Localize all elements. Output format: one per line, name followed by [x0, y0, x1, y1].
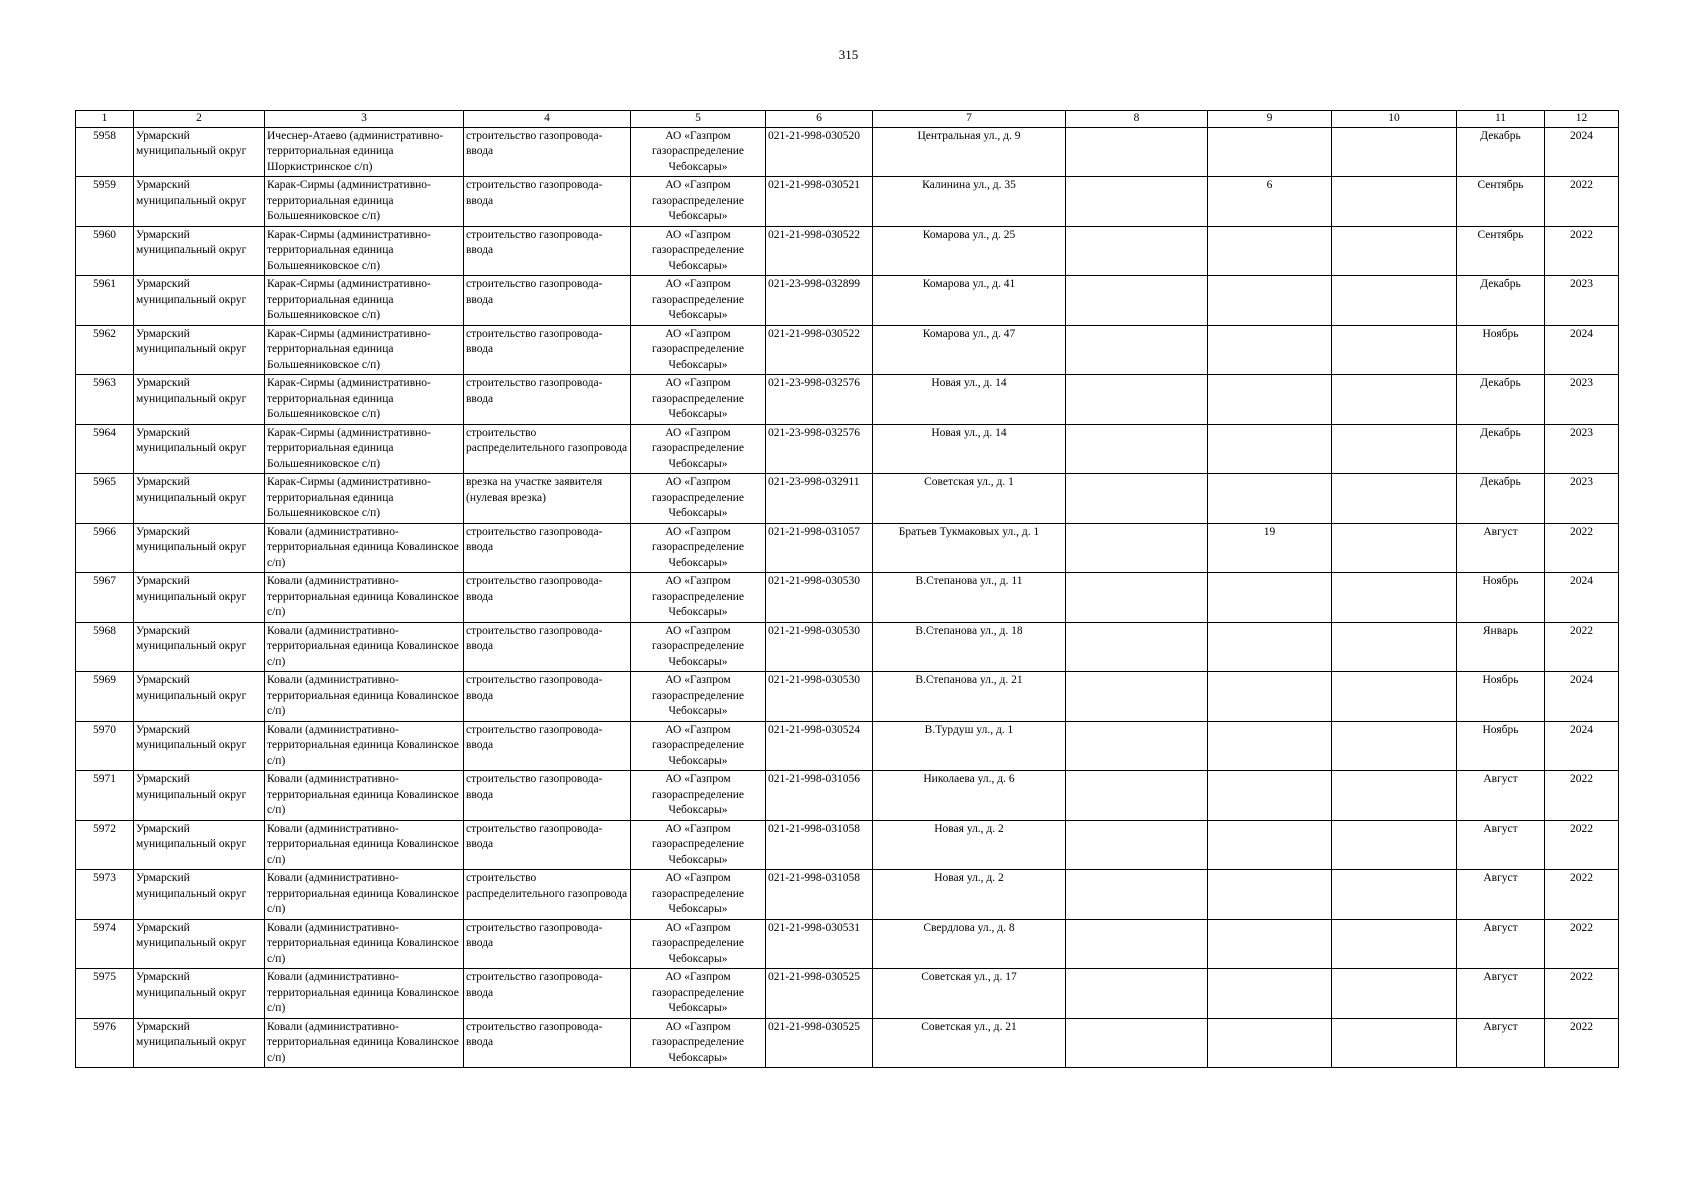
row-number-cell: 5959: [76, 177, 134, 227]
row-number-cell: 5963: [76, 375, 134, 425]
organization-cell: АО «Газпром газораспределение Чебоксары»: [631, 622, 766, 672]
address-cell: В.Степанова ул., д. 21: [873, 672, 1066, 722]
settlement-cell: Ичеснер-Атаево (административно-территориальная единица Шоркистринское с/п): [265, 127, 464, 177]
column-9-cell: [1208, 474, 1332, 524]
column-9-cell: [1208, 127, 1332, 177]
application-code-cell: 021-21-998-030522: [766, 325, 873, 375]
work-type-cell: строительство распределительного газопровода: [464, 870, 631, 920]
row-number-cell: 5967: [76, 573, 134, 623]
month-cell: Август: [1457, 1018, 1545, 1068]
column-9-cell: 19: [1208, 523, 1332, 573]
settlement-cell: Ковали (административно-территориальная единица Ковалинское с/п): [265, 771, 464, 821]
year-cell: 2023: [1545, 276, 1619, 326]
column-9-cell: [1208, 276, 1332, 326]
district-cell: Урмарский муниципальный округ: [134, 424, 265, 474]
settlement-cell: Карак-Сирмы (административно-территориальная единица Большеяниковское с/п): [265, 226, 464, 276]
column-9-cell: [1208, 573, 1332, 623]
row-number-cell: 5961: [76, 276, 134, 326]
organization-cell: АО «Газпром газораспределение Чебоксары»: [631, 1018, 766, 1068]
column-10-cell: [1332, 424, 1457, 474]
organization-cell: АО «Газпром газораспределение Чебоксары»: [631, 375, 766, 425]
month-cell: Август: [1457, 820, 1545, 870]
row-number-cell: 5969: [76, 672, 134, 722]
district-cell: Урмарский муниципальный округ: [134, 672, 265, 722]
address-cell: Свердлова ул., д. 8: [873, 919, 1066, 969]
district-cell: Урмарский муниципальный округ: [134, 375, 265, 425]
table-row: [76, 919, 1619, 969]
month-cell: Ноябрь: [1457, 672, 1545, 722]
settlement-cell: Карак-Сирмы (административно-территориальная единица Большеяниковское с/п): [265, 474, 464, 524]
work-type-cell: строительство газопровода-ввода: [464, 672, 631, 722]
column-8-cell: [1066, 573, 1208, 623]
work-type-cell: строительство распределительного газопровода: [464, 424, 631, 474]
settlement-cell: Ковали (административно-территориальная единица Ковалинское с/п): [265, 1018, 464, 1068]
column-10-cell: [1332, 969, 1457, 1019]
organization-cell: АО «Газпром газораспределение Чебоксары»: [631, 127, 766, 177]
year-cell: 2024: [1545, 573, 1619, 623]
year-cell: 2022: [1545, 820, 1619, 870]
column-10-cell: [1332, 721, 1457, 771]
application-code-cell: 021-23-998-032911: [766, 474, 873, 524]
settlement-cell: Карак-Сирмы (административно-территориальная единица Большеяниковское с/п): [265, 424, 464, 474]
column-8-cell: [1066, 870, 1208, 920]
district-cell: Урмарский муниципальный округ: [134, 919, 265, 969]
organization-cell: АО «Газпром газораспределение Чебоксары»: [631, 474, 766, 524]
month-cell: Ноябрь: [1457, 325, 1545, 375]
column-9-cell: [1208, 870, 1332, 920]
table-row: [76, 1018, 1619, 1068]
application-code-cell: 021-21-998-030530: [766, 672, 873, 722]
year-cell: 2023: [1545, 474, 1619, 524]
address-cell: Советская ул., д. 1: [873, 474, 1066, 524]
column-8-cell: [1066, 424, 1208, 474]
organization-cell: АО «Газпром газораспределение Чебоксары»: [631, 276, 766, 326]
month-cell: Август: [1457, 870, 1545, 920]
settlement-cell: Ковали (административно-территориальная единица Ковалинское с/п): [265, 969, 464, 1019]
row-number-cell: 5964: [76, 424, 134, 474]
settlement-cell: Карак-Сирмы (административно-территориальная единица Большеяниковское с/п): [265, 375, 464, 425]
table-row: [76, 771, 1619, 821]
work-type-cell: строительство газопровода-ввода: [464, 226, 631, 276]
header-row: [76, 111, 1619, 128]
district-cell: Урмарский муниципальный округ: [134, 771, 265, 821]
organization-cell: АО «Газпром газораспределение Чебоксары»: [631, 424, 766, 474]
address-cell: Новая ул., д. 14: [873, 424, 1066, 474]
month-cell: Декабрь: [1457, 276, 1545, 326]
month-cell: Ноябрь: [1457, 573, 1545, 623]
application-code-cell: 021-21-998-030522: [766, 226, 873, 276]
address-cell: Новая ул., д. 2: [873, 820, 1066, 870]
address-cell: В.Степанова ул., д. 11: [873, 573, 1066, 623]
application-code-cell: 021-21-998-031058: [766, 870, 873, 920]
district-cell: Урмарский муниципальный округ: [134, 276, 265, 326]
address-cell: Советская ул., д. 21: [873, 1018, 1066, 1068]
district-cell: Урмарский муниципальный округ: [134, 127, 265, 177]
table-row: [76, 375, 1619, 425]
settlement-cell: Ковали (административно-территориальная единица Ковалинское с/п): [265, 672, 464, 722]
column-header: 1: [76, 111, 134, 128]
column-9-cell: [1208, 919, 1332, 969]
table-row: [76, 177, 1619, 227]
address-cell: В.Турдуш ул., д. 1: [873, 721, 1066, 771]
column-header: 7: [873, 111, 1066, 128]
table-row: [76, 573, 1619, 623]
month-cell: Сентябрь: [1457, 226, 1545, 276]
application-code-cell: 021-21-998-030530: [766, 573, 873, 623]
work-type-cell: строительство газопровода-ввода: [464, 721, 631, 771]
organization-cell: АО «Газпром газораспределение Чебоксары»: [631, 771, 766, 821]
month-cell: Сентябрь: [1457, 177, 1545, 227]
organization-cell: АО «Газпром газораспределение Чебоксары»: [631, 721, 766, 771]
column-8-cell: [1066, 820, 1208, 870]
work-type-cell: строительство газопровода-ввода: [464, 276, 631, 326]
address-cell: Советская ул., д. 17: [873, 969, 1066, 1019]
table-row: [76, 276, 1619, 326]
column-header: 10: [1332, 111, 1457, 128]
column-8-cell: [1066, 919, 1208, 969]
district-cell: Урмарский муниципальный округ: [134, 226, 265, 276]
column-8-cell: [1066, 375, 1208, 425]
settlement-cell: Карак-Сирмы (административно-территориальная единица Большеяниковское с/п): [265, 325, 464, 375]
column-9-cell: 6: [1208, 177, 1332, 227]
table-row: [76, 226, 1619, 276]
settlement-cell: Ковали (административно-территориальная единица Ковалинское с/п): [265, 573, 464, 623]
application-code-cell: 021-21-998-030521: [766, 177, 873, 227]
year-cell: 2022: [1545, 1018, 1619, 1068]
address-cell: Комарова ул., д. 25: [873, 226, 1066, 276]
organization-cell: АО «Газпром газораспределение Чебоксары»: [631, 226, 766, 276]
data-table: [75, 110, 1619, 1068]
year-cell: 2022: [1545, 969, 1619, 1019]
column-8-cell: [1066, 622, 1208, 672]
work-type-cell: строительство газопровода-ввода: [464, 325, 631, 375]
column-8-cell: [1066, 276, 1208, 326]
column-9-cell: [1208, 375, 1332, 425]
work-type-cell: строительство газопровода-ввода: [464, 177, 631, 227]
work-type-cell: строительство газопровода-ввода: [464, 573, 631, 623]
settlement-cell: Ковали (административно-территориальная единица Ковалинское с/п): [265, 919, 464, 969]
table-body: [76, 127, 1619, 1068]
organization-cell: АО «Газпром газораспределение Чебоксары»: [631, 573, 766, 623]
district-cell: Урмарский муниципальный округ: [134, 721, 265, 771]
month-cell: Август: [1457, 771, 1545, 821]
district-cell: Урмарский муниципальный округ: [134, 325, 265, 375]
column-10-cell: [1332, 622, 1457, 672]
row-number-cell: 5958: [76, 127, 134, 177]
address-cell: В.Степанова ул., д. 18: [873, 622, 1066, 672]
column-9-cell: [1208, 424, 1332, 474]
year-cell: 2024: [1545, 672, 1619, 722]
column-header: 6: [766, 111, 873, 128]
row-number-cell: 5966: [76, 523, 134, 573]
column-9-cell: [1208, 721, 1332, 771]
year-cell: 2023: [1545, 424, 1619, 474]
row-number-cell: 5962: [76, 325, 134, 375]
address-cell: Новая ул., д. 2: [873, 870, 1066, 920]
year-cell: 2022: [1545, 622, 1619, 672]
address-cell: Николаева ул., д. 6: [873, 771, 1066, 821]
application-code-cell: 021-21-998-030531: [766, 919, 873, 969]
year-cell: 2024: [1545, 127, 1619, 177]
month-cell: Август: [1457, 919, 1545, 969]
column-10-cell: [1332, 672, 1457, 722]
year-cell: 2023: [1545, 375, 1619, 425]
month-cell: Август: [1457, 523, 1545, 573]
month-cell: Декабрь: [1457, 127, 1545, 177]
work-type-cell: строительство газопровода-ввода: [464, 919, 631, 969]
column-8-cell: [1066, 226, 1208, 276]
column-10-cell: [1332, 325, 1457, 375]
column-10-cell: [1332, 771, 1457, 821]
column-header: 8: [1066, 111, 1208, 128]
column-10-cell: [1332, 573, 1457, 623]
settlement-cell: Карак-Сирмы (административно-территориальная единица Большеяниковское с/п): [265, 177, 464, 227]
settlement-cell: Ковали (административно-территориальная единица Ковалинское с/п): [265, 523, 464, 573]
column-8-cell: [1066, 721, 1208, 771]
column-9-cell: [1208, 1018, 1332, 1068]
column-9-cell: [1208, 820, 1332, 870]
column-10-cell: [1332, 276, 1457, 326]
year-cell: 2022: [1545, 177, 1619, 227]
district-cell: Урмарский муниципальный округ: [134, 474, 265, 524]
column-10-cell: [1332, 870, 1457, 920]
column-10-cell: [1332, 820, 1457, 870]
column-8-cell: [1066, 1018, 1208, 1068]
column-header: 2: [134, 111, 265, 128]
application-code-cell: 021-23-998-032576: [766, 375, 873, 425]
address-cell: Комарова ул., д. 41: [873, 276, 1066, 326]
application-code-cell: 021-23-998-032576: [766, 424, 873, 474]
table-row: [76, 325, 1619, 375]
address-cell: Калинина ул., д. 35: [873, 177, 1066, 227]
table-row: [76, 820, 1619, 870]
work-type-cell: строительство газопровода-ввода: [464, 127, 631, 177]
table-row: [76, 424, 1619, 474]
month-cell: Август: [1457, 969, 1545, 1019]
column-8-cell: [1066, 672, 1208, 722]
column-10-cell: [1332, 1018, 1457, 1068]
column-9-cell: [1208, 672, 1332, 722]
application-code-cell: 021-21-998-030525: [766, 969, 873, 1019]
column-8-cell: [1066, 969, 1208, 1019]
application-code-cell: 021-21-998-030524: [766, 721, 873, 771]
application-code-cell: 021-21-998-030520: [766, 127, 873, 177]
column-8-cell: [1066, 474, 1208, 524]
row-number-cell: 5975: [76, 969, 134, 1019]
settlement-cell: Ковали (административно-территориальная единица Ковалинское с/п): [265, 721, 464, 771]
work-type-cell: врезка на участке заявителя (нулевая врезка): [464, 474, 631, 524]
organization-cell: АО «Газпром газораспределение Чебоксары»: [631, 969, 766, 1019]
row-number-cell: 5960: [76, 226, 134, 276]
column-10-cell: [1332, 375, 1457, 425]
column-10-cell: [1332, 177, 1457, 227]
column-header: 5: [631, 111, 766, 128]
year-cell: 2022: [1545, 870, 1619, 920]
application-code-cell: 021-21-998-031058: [766, 820, 873, 870]
district-cell: Урмарский муниципальный округ: [134, 820, 265, 870]
row-number-cell: 5970: [76, 721, 134, 771]
year-cell: 2022: [1545, 771, 1619, 821]
district-cell: Урмарский муниципальный округ: [134, 870, 265, 920]
settlement-cell: Ковали (административно-территориальная единица Ковалинское с/п): [265, 622, 464, 672]
month-cell: Декабрь: [1457, 424, 1545, 474]
work-type-cell: строительство газопровода-ввода: [464, 820, 631, 870]
row-number-cell: 5972: [76, 820, 134, 870]
work-type-cell: строительство газопровода-ввода: [464, 622, 631, 672]
column-10-cell: [1332, 127, 1457, 177]
column-9-cell: [1208, 622, 1332, 672]
month-cell: Январь: [1457, 622, 1545, 672]
column-9-cell: [1208, 226, 1332, 276]
row-number-cell: 5974: [76, 919, 134, 969]
column-8-cell: [1066, 523, 1208, 573]
work-type-cell: строительство газопровода-ввода: [464, 969, 631, 1019]
organization-cell: АО «Газпром газораспределение Чебоксары»: [631, 820, 766, 870]
column-8-cell: [1066, 127, 1208, 177]
year-cell: 2022: [1545, 523, 1619, 573]
settlement-cell: Ковали (административно-территориальная единица Ковалинское с/п): [265, 870, 464, 920]
table-row: [76, 721, 1619, 771]
column-header: 3: [265, 111, 464, 128]
row-number-cell: 5968: [76, 622, 134, 672]
year-cell: 2024: [1545, 325, 1619, 375]
month-cell: Декабрь: [1457, 375, 1545, 425]
application-code-cell: 021-21-998-030525: [766, 1018, 873, 1068]
column-10-cell: [1332, 919, 1457, 969]
table-row: [76, 523, 1619, 573]
column-header: 4: [464, 111, 631, 128]
column-header: 11: [1457, 111, 1545, 128]
column-10-cell: [1332, 226, 1457, 276]
table-row: [76, 622, 1619, 672]
organization-cell: АО «Газпром газораспределение Чебоксары»: [631, 325, 766, 375]
column-8-cell: [1066, 325, 1208, 375]
month-cell: Декабрь: [1457, 474, 1545, 524]
settlement-cell: Ковали (административно-территориальная единица Ковалинское с/п): [265, 820, 464, 870]
district-cell: Урмарский муниципальный округ: [134, 969, 265, 1019]
column-9-cell: [1208, 771, 1332, 821]
application-code-cell: 021-21-998-031057: [766, 523, 873, 573]
settlement-cell: Карак-Сирмы (административно-территориальная единица Большеяниковское с/п): [265, 276, 464, 326]
address-cell: Братьев Тукмаковых ул., д. 1: [873, 523, 1066, 573]
column-10-cell: [1332, 523, 1457, 573]
column-9-cell: [1208, 969, 1332, 1019]
district-cell: Урмарский муниципальный округ: [134, 622, 265, 672]
work-type-cell: строительство газопровода-ввода: [464, 375, 631, 425]
column-8-cell: [1066, 771, 1208, 821]
row-number-cell: 5965: [76, 474, 134, 524]
year-cell: 2022: [1545, 226, 1619, 276]
organization-cell: АО «Газпром газораспределение Чебоксары»: [631, 919, 766, 969]
row-number-cell: 5973: [76, 870, 134, 920]
row-number-cell: 5971: [76, 771, 134, 821]
year-cell: 2022: [1545, 919, 1619, 969]
organization-cell: АО «Газпром газораспределение Чебоксары»: [631, 870, 766, 920]
application-code-cell: 021-21-998-031056: [766, 771, 873, 821]
month-cell: Ноябрь: [1457, 721, 1545, 771]
table-row: [76, 870, 1619, 920]
row-number-cell: 5976: [76, 1018, 134, 1068]
work-type-cell: строительство газопровода-ввода: [464, 523, 631, 573]
table-row: [76, 672, 1619, 722]
column-10-cell: [1332, 474, 1457, 524]
work-type-cell: строительство газопровода-ввода: [464, 771, 631, 821]
district-cell: Урмарский муниципальный округ: [134, 177, 265, 227]
table-row: [76, 474, 1619, 524]
address-cell: Комарова ул., д. 47: [873, 325, 1066, 375]
table-row: [76, 127, 1619, 177]
district-cell: Урмарский муниципальный округ: [134, 1018, 265, 1068]
year-cell: 2024: [1545, 721, 1619, 771]
address-cell: Новая ул., д. 14: [873, 375, 1066, 425]
district-cell: Урмарский муниципальный округ: [134, 523, 265, 573]
organization-cell: АО «Газпром газораспределение Чебоксары»: [631, 672, 766, 722]
column-header: 9: [1208, 111, 1332, 128]
organization-cell: АО «Газпром газораспределение Чебоксары»: [631, 177, 766, 227]
district-cell: Урмарский муниципальный округ: [134, 573, 265, 623]
column-8-cell: [1066, 177, 1208, 227]
application-code-cell: 021-21-998-030530: [766, 622, 873, 672]
application-code-cell: 021-23-998-032899: [766, 276, 873, 326]
column-9-cell: [1208, 325, 1332, 375]
column-header: 12: [1545, 111, 1619, 128]
table-row: [76, 969, 1619, 1019]
organization-cell: АО «Газпром газораспределение Чебоксары»: [631, 523, 766, 573]
page-number: 315: [838, 47, 859, 62]
address-cell: Центральная ул., д. 9: [873, 127, 1066, 177]
work-type-cell: строительство газопровода-ввода: [464, 1018, 631, 1068]
